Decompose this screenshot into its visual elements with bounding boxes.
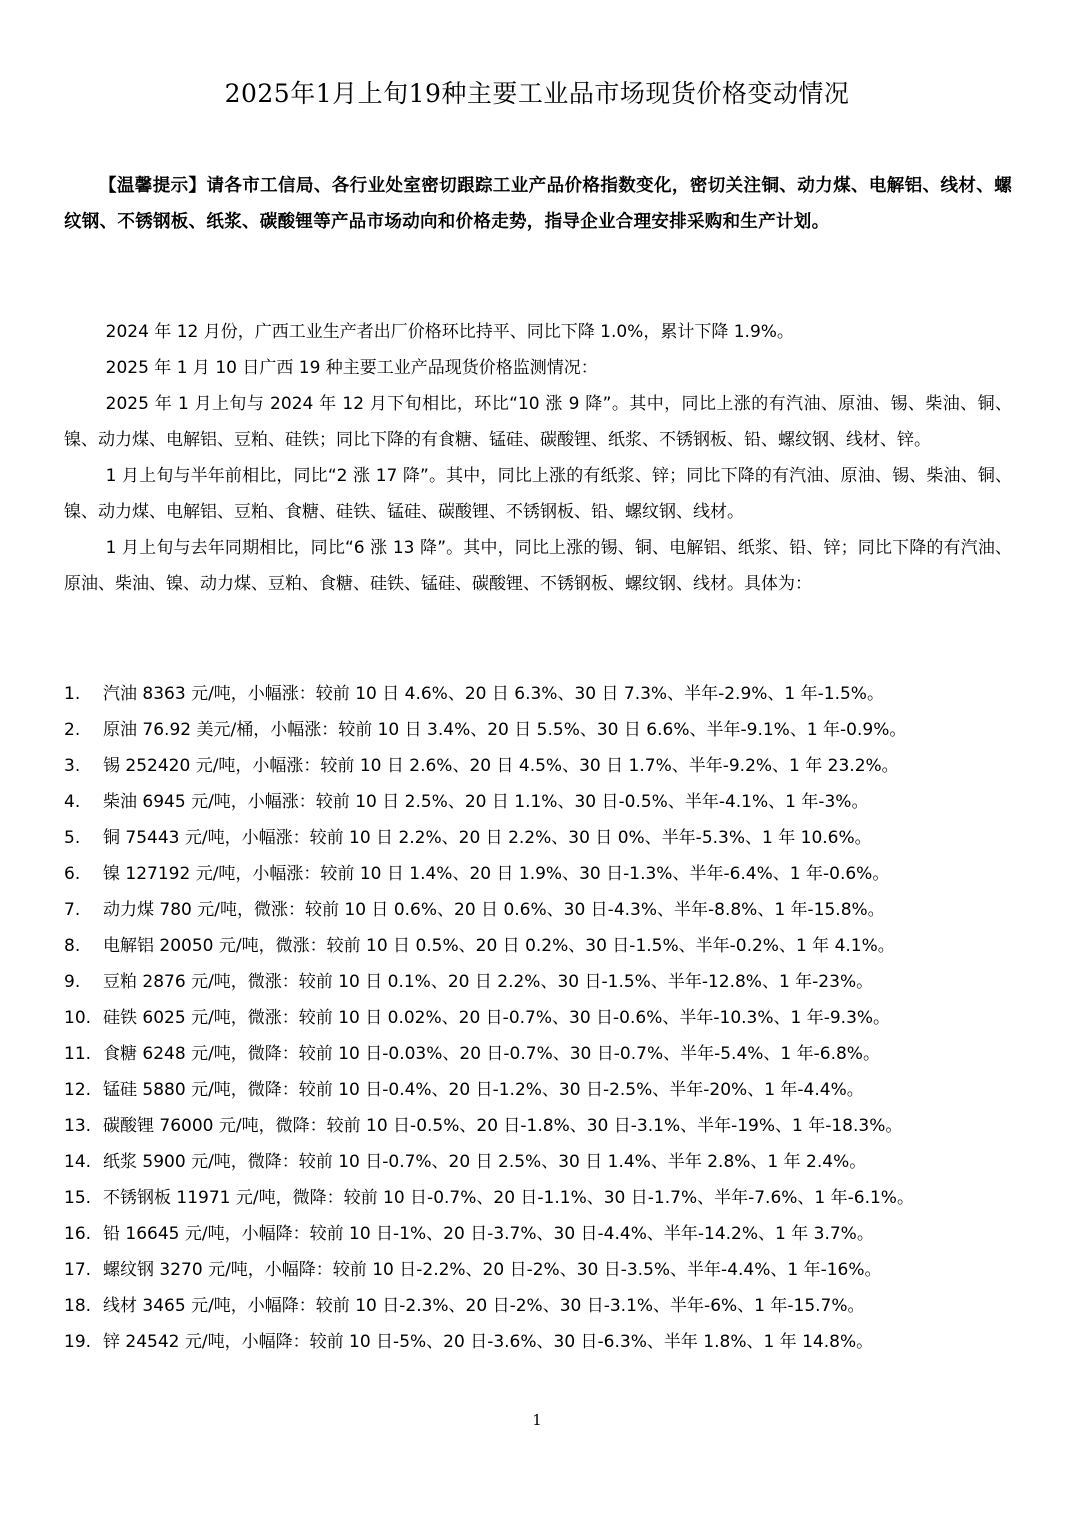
list-item — [64, 1108, 1024, 1144]
list-item — [64, 964, 1024, 1000]
warm-tip — [64, 168, 1012, 240]
list-item-number: 5. — [64, 828, 81, 848]
list-item — [64, 712, 1024, 748]
list-item — [64, 676, 1024, 712]
list-item-text: 镍 127192 元/吨，小幅涨：较前 10 日 1.4%、20 日 1.9%、30 日-1.3%、半年-6.4%、1 年-0.6%。 — [103, 864, 890, 884]
list-item-number: 9. — [64, 972, 81, 992]
list-item-text: 锰硅 5880 元/吨，微降：较前 10 日-0.4%、20 日-1.2%、30 日-2.5%、半年-20%、1 年-4.4%。 — [103, 1080, 864, 1100]
price-list — [64, 676, 1024, 1360]
list-item-number: 17. — [64, 1260, 92, 1280]
list-item-number: 18. — [64, 1296, 92, 1316]
warm-tip-text: 请各市工信局、各行业处室密切跟踪工业产品价格指数变化，密切关注铜、动力煤、电解铝、线材、螺纹钢、不锈钢板、纸浆、碳酸锂等产品市场动向和价格走势，指导企业合理安排采购和生产计划。 — [64, 176, 1012, 232]
list-item-text: 汽油 8363 元/吨，小幅涨：较前 10 日 4.6%、20 日 6.3%、30 日 7.3%、半年-2.9%、1 年-1.5%。 — [103, 684, 884, 704]
list-item-number: 4. — [64, 792, 81, 812]
list-item-text: 硅铁 6025 元/吨，微涨：较前 10 日 0.02%、20 日-0.7%、30 日-0.6%、半年-10.3%、1 年-9.3%。 — [103, 1008, 891, 1028]
list-item — [64, 1180, 1024, 1216]
list-item-text: 食糖 6248 元/吨，微降：较前 10 日-0.03%、20 日-0.7%、30 日-0.7%、半年-5.4%、1 年-6.8%。 — [103, 1044, 880, 1064]
list-item — [64, 892, 1024, 928]
list-item-text: 动力煤 780 元/吨，微涨：较前 10 日 0.6%、20 日 0.6%、30 日-4.3%、半年-8.8%、1 年-15.8%。 — [103, 900, 885, 920]
list-item-number: 2. — [64, 720, 81, 740]
list-item — [64, 1000, 1024, 1036]
list-item — [64, 1036, 1024, 1072]
list-item-number: 15. — [64, 1188, 92, 1208]
summary-paragraph: 2025 年 1 月上旬与 2024 年 12 月下旬相比，环比“10 涨 9 降”。其中，同比上涨的有汽油、原油、锡、柴油、铜、镍、动力煤、电解铝、豆粕、硅铁；同比下降的有食糖、锰硅、碳酸锂、纸浆、不锈钢板、铅、螺纹钢、线材、锌。 — [64, 394, 1012, 450]
page-title: 2025年1月上旬19种主要工业品市场现货价格变动情况 — [224, 79, 850, 108]
list-item-number: 19. — [64, 1332, 92, 1352]
summary-paragraph: 2025 年 1 月 10 日广西 19 种主要工业产品现货价格监测情况： — [105, 358, 598, 378]
list-item-text: 原油 76.92 美元/桶，小幅涨：较前 10 日 3.4%、20 日 5.5%、30 日 6.6%、半年-9.1%、1 年-0.9%。 — [103, 720, 907, 740]
list-item-text: 锡 252420 元/吨，小幅涨：较前 10 日 2.6%、20 日 4.5%、30 日 1.7%、半年-9.2%、1 年 23.2%。 — [103, 756, 899, 776]
list-item — [64, 1252, 1024, 1288]
summary-paragraph: 1 月上旬与去年同期相比，同比“6 涨 13 降”。其中，同比上涨的锡、铜、电解铝、纸浆、铅、锌；同比下降的有汽油、原油、柴油、镍、动力煤、豆粕、食糖、硅铁、锰硅、碳酸锂、不锈钢板、螺纹钢、线材。具体为： — [64, 538, 1012, 594]
list-item — [64, 1324, 1024, 1360]
list-item-number: 13. — [64, 1116, 92, 1136]
list-item-text: 豆粕 2876 元/吨，微涨：较前 10 日 0.1%、20 日 2.2%、30 日-1.5%、半年-12.8%、1 年-23%。 — [103, 972, 874, 992]
list-item-number: 16. — [64, 1224, 92, 1244]
list-item — [64, 1144, 1024, 1180]
list-item — [64, 1072, 1024, 1108]
list-item — [64, 784, 1024, 820]
list-item-number: 1. — [64, 684, 81, 704]
list-item-number: 3. — [64, 756, 81, 776]
list-item-number: 6. — [64, 864, 81, 884]
list-item-text: 螺纹钢 3270 元/吨，小幅降：较前 10 日-2.2%、20 日-2%、30 日-3.5%、半年-4.4%、1 年-16%。 — [103, 1260, 882, 1280]
list-item-number: 10. — [64, 1008, 92, 1028]
list-item-number: 14. — [64, 1152, 92, 1172]
list-item-number: 8. — [64, 936, 81, 956]
summary-paragraph: 2024 年 12 月份，广西工业生产者出厂价格环比持平、同比下降 1.0%，累计下降 1.9%。 — [105, 322, 794, 342]
list-item — [64, 820, 1024, 856]
list-item-text: 铜 75443 元/吨，小幅涨：较前 10 日 2.2%、20 日 2.2%、30 日 0%、半年-5.3%、1 年 10.6%。 — [103, 828, 872, 848]
list-item-text: 电解铝 20050 元/吨，微涨：较前 10 日 0.5%、20 日 0.2%、30 日-1.5%、半年-0.2%、1 年 4.1%。 — [103, 936, 895, 956]
summary-paragraph: 1 月上旬与半年前相比，同比“2 涨 17 降”。其中，同比上涨的有纸浆、锌；同比下降的有汽油、原油、锡、柴油、铜、镍、动力煤、电解铝、豆粕、食糖、硅铁、锰硅、碳酸锂、不锈钢板、铅、螺纹钢、线材。 — [64, 466, 1012, 522]
list-item — [64, 856, 1024, 892]
list-item-text: 碳酸锂 76000 元/吨，微降：较前 10 日-0.5%、20 日-1.8%、30 日-3.1%、半年-19%、1 年-18.3%。 — [103, 1116, 903, 1136]
page-number: 1 — [532, 1411, 542, 1429]
list-item-number: 12. — [64, 1080, 92, 1100]
list-item-text: 线材 3465 元/吨，小幅降：较前 10 日-2.3%、20 日-2%、30 日-3.1%、半年-6%、1 年-15.7%。 — [103, 1296, 865, 1316]
list-item — [64, 748, 1024, 784]
list-item-number: 11. — [64, 1044, 92, 1064]
summary-section — [64, 314, 1012, 602]
list-item — [64, 928, 1024, 964]
list-item — [64, 1216, 1024, 1252]
list-item-text: 柴油 6945 元/吨，小幅涨：较前 10 日 2.5%、20 日 1.1%、30 日-0.5%、半年-4.1%、1 年-3%。 — [103, 792, 869, 812]
warm-tip-label: 【温馨提示】 — [99, 176, 207, 196]
list-item-text: 纸浆 5900 元/吨，微降：较前 10 日-0.7%、20 日 2.5%、30 日 1.4%、半年 2.8%、1 年 2.4%。 — [103, 1152, 867, 1172]
list-item-text: 不锈钢板 11971 元/吨，微降：较前 10 日-0.7%、20 日-1.1%、30 日-1.7%、半年-7.6%、1 年-6.1%。 — [103, 1188, 914, 1208]
list-item-text: 锌 24542 元/吨，小幅降：较前 10 日-5%、20 日-3.6%、30 日-6.3%、半年 1.8%、1 年 14.8%。 — [103, 1332, 874, 1352]
list-item — [64, 1288, 1024, 1324]
list-item-text: 铅 16645 元/吨，小幅降：较前 10 日-1%、20 日-3.7%、30 日-4.4%、半年-14.2%、1 年 3.7%。 — [103, 1224, 874, 1244]
list-item-number: 7. — [64, 900, 81, 920]
